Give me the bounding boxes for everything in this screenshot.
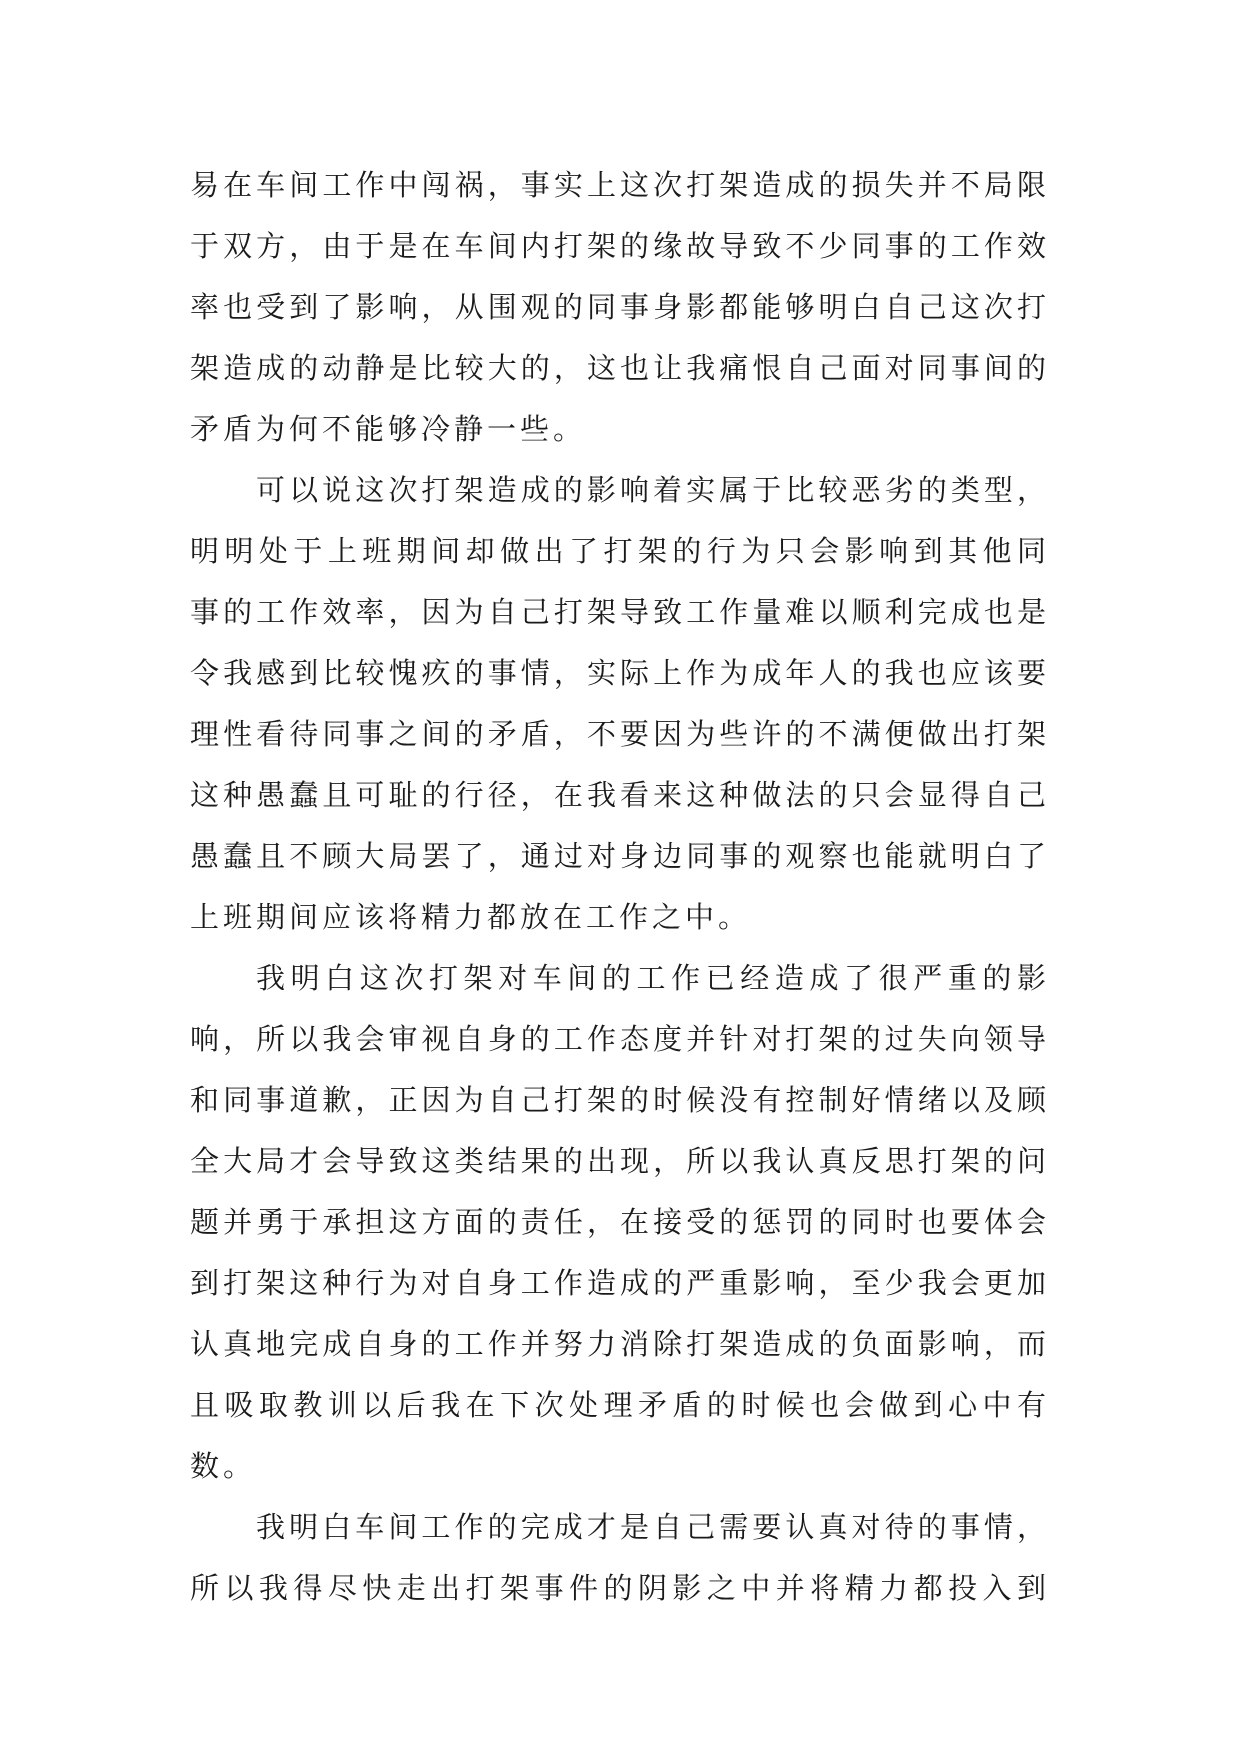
text-line: 且吸取教训以后我在下次处理矛盾的时候也会做到心中有 xyxy=(190,1388,1050,1422)
text-line: 响，所以我会审视自身的工作态度并针对打架的过失向领导 xyxy=(190,1022,1050,1056)
document-body xyxy=(190,155,1050,1619)
text-line: 理性看待同事之间的矛盾，不要因为些许的不满便做出打架 xyxy=(190,717,1050,751)
text-line: 于双方，由于是在车间内打架的缘故导致不少同事的工作效 xyxy=(190,229,1050,263)
text-line: 认真地完成自身的工作并努力消除打架造成的负面影响，而 xyxy=(190,1327,1050,1361)
text-line: 矛盾为何不能够冷静一些。 xyxy=(190,412,587,446)
text-line: 题并勇于承担这方面的责任，在接受的惩罚的同时也要体会 xyxy=(190,1205,1050,1239)
text-line: 全大局才会导致这类结果的出现，所以我认真反思打架的问 xyxy=(190,1144,1050,1178)
paragraph xyxy=(190,948,1050,1497)
text-line: 和同事道歉，正因为自己打架的时候没有控制好情绪以及顾 xyxy=(190,1083,1050,1117)
text-line: 我明白车间工作的完成才是自己需要认真对待的事情， xyxy=(256,1510,1050,1544)
text-line: 我明白这次打架对车间的工作已经造成了很严重的影 xyxy=(256,961,1050,995)
text-line: 架造成的动静是比较大的，这也让我痛恨自己面对同事间的 xyxy=(190,351,1050,385)
paragraph xyxy=(190,460,1050,948)
text-line: 明明处于上班期间却做出了打架的行为只会影响到其他同 xyxy=(190,534,1050,568)
text-line: 所以我得尽快走出打架事件的阴影之中并将精力都投入到 xyxy=(190,1571,1050,1605)
text-line: 率也受到了影响，从围观的同事身影都能够明白自己这次打 xyxy=(190,290,1050,324)
paragraph xyxy=(190,1497,1050,1619)
text-line: 事的工作效率，因为自己打架导致工作量难以顺利完成也是 xyxy=(190,595,1050,629)
text-line: 到打架这种行为对自身工作造成的严重影响，至少我会更加 xyxy=(190,1266,1050,1300)
text-line: 易在车间工作中闯祸，事实上这次打架造成的损失并不局限 xyxy=(190,168,1050,202)
text-line: 上班期间应该将精力都放在工作之中。 xyxy=(190,900,752,934)
text-line: 数。 xyxy=(190,1449,257,1483)
text-line: 这种愚蠢且可耻的行径，在我看来这种做法的只会显得自己 xyxy=(190,778,1050,812)
text-line: 可以说这次打架造成的影响着实属于比较恶劣的类型， xyxy=(256,473,1050,507)
paragraph xyxy=(190,155,1050,460)
text-line: 令我感到比较愧疚的事情，实际上作为成年人的我也应该要 xyxy=(190,656,1050,690)
text-line: 愚蠢且不顾大局罢了，通过对身边同事的观察也能就明白了 xyxy=(190,839,1050,873)
